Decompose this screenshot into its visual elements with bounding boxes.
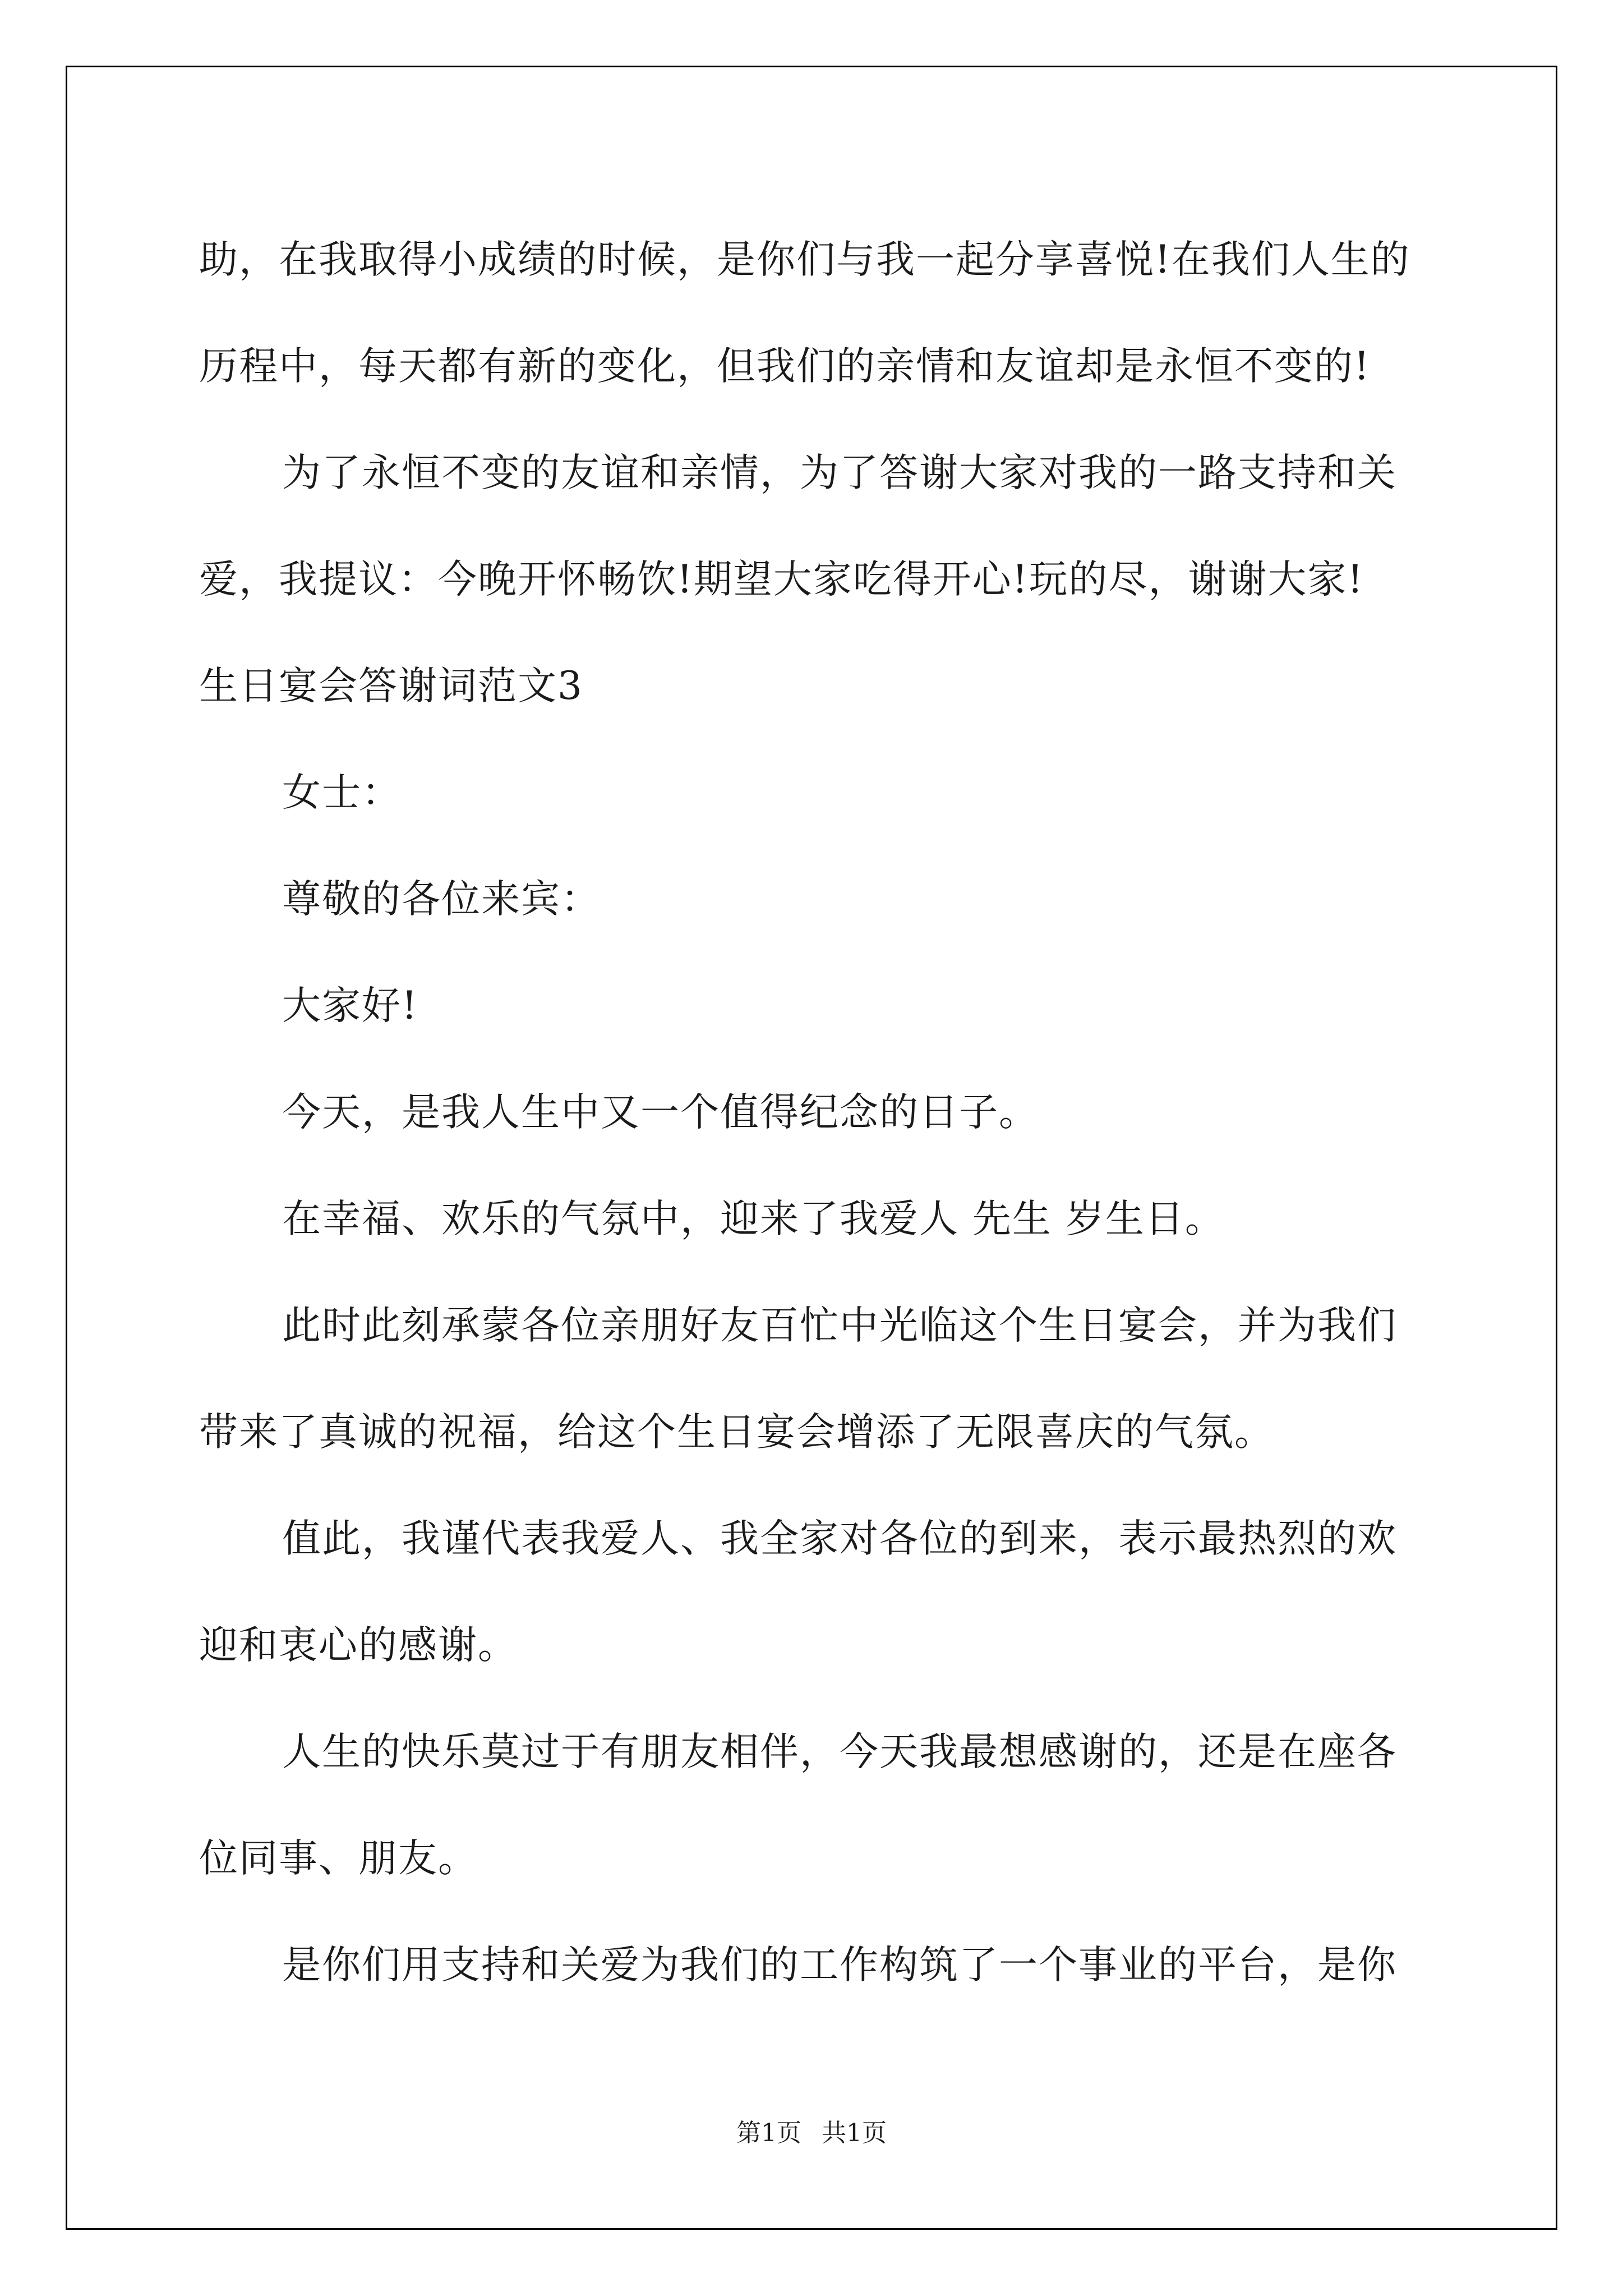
- text-line: 助，在我取得小成绩的时候，是你们与我一起分享喜悦!在我们人生的: [199, 237, 1410, 282]
- text-line: 尊敬的各位来宾：: [282, 877, 601, 922]
- text-line: 迎和衷心的感谢。: [199, 1623, 518, 1668]
- text-line: 历程中，每天都有新的变化，但我们的亲情和友谊却是永恒不变的!: [199, 344, 1371, 389]
- text-line: 位同事、朋友。: [199, 1836, 478, 1881]
- page-number-current: 第1页: [736, 2119, 801, 2147]
- text-line: 值此，我谨代表我爱人、我全家对各位的到来，表示最热烈的欢: [282, 1516, 1397, 1561]
- text-line: 带来了真诚的祝福，给这个生日宴会增添了无限喜庆的气氛。: [199, 1410, 1274, 1455]
- text-line: 今天，是我人生中又一个值得纪念的日子。: [282, 1090, 1039, 1135]
- text-line: 此时此刻承蒙各位亲朋好友百忙中光临这个生日宴会，并为我们: [282, 1303, 1397, 1348]
- text-line: 大家好!: [282, 983, 418, 1028]
- text-line: 爱，我提议：今晚开怀畅饮!期望大家吃得开心!玩的尽，谢谢大家!: [199, 557, 1364, 602]
- text-line: 是你们用支持和关爱为我们的工作构筑了一个事业的平台，是你: [282, 1943, 1397, 1987]
- document-body: [199, 206, 1430, 2018]
- text-line: 为了永恒不变的友谊和亲情，为了答谢大家对我的一路支持和关: [282, 450, 1397, 495]
- text-line: 人生的快乐莫过于有朋友相伴，今天我最想感谢的，还是在座各: [282, 1729, 1397, 1774]
- text-line: 在幸福、欢乐的气氛中，迎来了我爱人 先生 岁生日。: [282, 1197, 1225, 1241]
- text-line: 女士：: [282, 770, 402, 815]
- section-heading: 生日宴会答谢词范文3: [199, 664, 583, 708]
- page-number-total: 共1页: [822, 2119, 887, 2147]
- page-footer: [0, 2116, 1623, 2150]
